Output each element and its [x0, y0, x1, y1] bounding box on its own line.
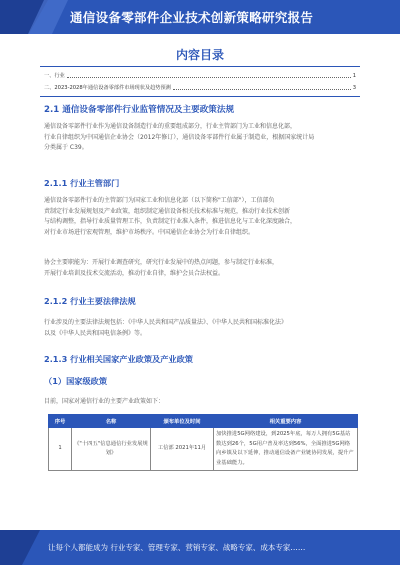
subsection-heading: （1）国家级政策 — [44, 376, 108, 386]
footer-banner — [0, 530, 400, 565]
table-header-cell: 名称 — [72, 415, 151, 428]
footer-stripe-decoration — [0, 530, 40, 565]
toc-item[interactable] — [44, 72, 356, 79]
section-paragraph: 协会主要职能为：开展行业调查研究，研究行业发展中的热点问题，参与制定行业标准， 开展行业培训及技术交流活动，推动行业自律，维护会员合法权益。 — [44, 259, 279, 277]
header-banner — [0, 0, 400, 34]
table-cell: 加快推进5G网络建设，到2025年底，每万人拥有5G基站数达到26个，5G用户普及率达到56%，全面推进5G网络向乡镇及以下延伸，推动通信设备产业链协同发展，提升产业基础能力。 — [214, 428, 358, 471]
table-cell: 工信部 2021年11月 — [151, 428, 214, 471]
divider — [40, 96, 360, 97]
report-title: 通信设备零部件企业技术创新策略研究报告 — [70, 10, 314, 25]
table-cell: 《"十四五"信息通信行业发展规划》 — [72, 428, 151, 471]
table-header-cell: 序号 — [49, 415, 72, 428]
toc-leader-dots — [173, 89, 351, 90]
table-cell: 1 — [49, 428, 72, 471]
divider — [40, 66, 360, 67]
toc-heading: 内容目录 — [175, 48, 224, 62]
table-header-cell: 颁布单位及时间 — [151, 415, 214, 428]
toc-item-page: 3 — [352, 85, 356, 91]
policy-table — [48, 414, 358, 471]
section-heading-2-1: 2.1 通信设备零部件行业监管情况及主要政策法规 — [44, 105, 235, 115]
toc-item[interactable] — [44, 84, 356, 91]
table-intro: 目前，国家对通信行业的主要产业政策如下： — [44, 398, 165, 405]
toc-item-label: 二、2023-2028年通信设备零部件市场现状及趋势预测 — [44, 85, 171, 91]
section-paragraph: 通信设备零部件行业的主管部门为国家工业和信息化部（以下简称"工信部"），工信部负 责制定行业发展规划及产业政策，组织制定通信设备相关技术标准与规范，推动行业技术创新 与结构调整，指导行业质量管理工作，负责制定行业准入条件，推进信息化与工业化深度融合， 对行业市场进行宏观管理，维护市场秩序。中国通信企业协会为行业自律组织。 — [44, 197, 297, 236]
section-heading-2-1-1: 2.1.1 行业主管部门 — [44, 178, 120, 188]
section-paragraph: 通信设备零部件行业作为通信设备制造行业的重要组成部分，行业主管部门为工业和信息化部， 行业自律组织为中国通信企业协会（2012年修订），通信设备零部件行业属于制造业，根据国家统计局 分类属于 C39。 — [44, 123, 315, 151]
section-heading-2-1-2: 2.1.2 行业主要法律法规 — [44, 296, 136, 306]
footer-slogan: 让每个人都能成为 行业专家、管理专家、营销专家、战略专家、成本专家…… — [48, 543, 306, 552]
toc-item-label: 一、行业 — [44, 73, 65, 79]
table-header-cell: 相关重要内容 — [214, 415, 358, 428]
section-heading-2-1-3: 2.1.3 行业相关国家产业政策及产业政策 — [44, 354, 193, 364]
table-row — [49, 428, 358, 471]
toc-leader-dots — [67, 77, 351, 78]
toc-item-page: 1 — [352, 73, 356, 79]
section-paragraph: 行业涉及的主要法律法规包括：《中华人民共和国产品质量法》、《中华人民共和国标准化法》 以及《中华人民共和国电信条例》等。 — [44, 319, 288, 337]
